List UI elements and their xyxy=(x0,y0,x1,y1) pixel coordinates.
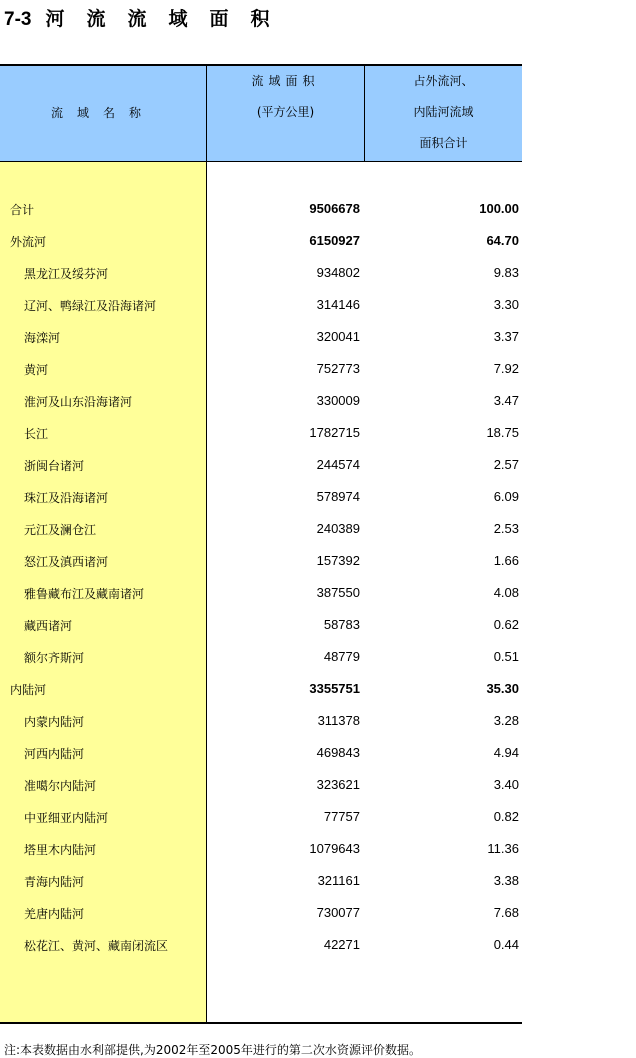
basin-name: 元江及澜仓江 xyxy=(24,523,97,537)
table-row xyxy=(0,896,522,928)
table-row xyxy=(0,288,522,320)
basin-area: 330009 xyxy=(316,393,360,408)
basin-area: 314146 xyxy=(316,297,360,312)
basin-name: 雅鲁藏布江及藏南诸河 xyxy=(24,587,145,601)
header-percent-line2: 内陆河流域 xyxy=(413,105,474,119)
basin-name: 海滦河 xyxy=(24,331,61,345)
table-row xyxy=(0,864,522,896)
basin-percent: 6.09 xyxy=(493,489,519,504)
basin-percent: 3.47 xyxy=(493,393,519,408)
basin-percent: 0.62 xyxy=(493,617,519,632)
table-row xyxy=(0,736,522,768)
table-title: 河流流域面积 xyxy=(45,8,292,30)
basin-percent: 3.37 xyxy=(493,329,519,344)
basin-area: 6150927 xyxy=(309,233,360,248)
basin-name: 塔里木内陆河 xyxy=(24,843,97,857)
basin-name: 外流河 xyxy=(10,235,47,249)
basin-name: 青海内陆河 xyxy=(24,875,85,889)
header-name: 流域名称 xyxy=(50,106,155,120)
basin-area: 9506678 xyxy=(309,201,360,216)
basin-name: 额尔齐斯河 xyxy=(24,651,85,665)
basin-name: 珠江及沿海诸河 xyxy=(24,491,109,505)
data-table xyxy=(0,64,522,1025)
basin-name: 准噶尔内陆河 xyxy=(24,779,97,793)
table-row xyxy=(0,224,522,256)
basin-area: 1079643 xyxy=(309,841,360,856)
footnote: 注:本表数据由水利部提供,为2002年至2005年进行的第二次水资源评价数据。 xyxy=(4,1043,421,1057)
page-title xyxy=(4,4,291,31)
basin-percent: 35.30 xyxy=(486,681,519,696)
table-number: 7-3 xyxy=(4,9,32,30)
bottom-rule xyxy=(0,1022,522,1024)
table-row xyxy=(0,512,522,544)
basin-percent: 64.70 xyxy=(486,233,519,248)
table-row xyxy=(0,608,522,640)
header-area xyxy=(207,66,364,128)
basin-name: 合计 xyxy=(10,203,35,217)
basin-percent: 18.75 xyxy=(486,425,519,440)
basin-area: 77757 xyxy=(323,809,360,824)
basin-name: 辽河、鸭绿江及沿海诸河 xyxy=(24,299,157,313)
header-area-line1: 流域面积 xyxy=(251,74,320,88)
basin-area: 320041 xyxy=(316,329,360,344)
basin-percent: 4.94 xyxy=(493,745,519,760)
basin-name: 淮河及山东沿海诸河 xyxy=(24,395,133,409)
basin-percent: 2.53 xyxy=(493,521,519,536)
table-row xyxy=(0,928,522,960)
basin-area: 730077 xyxy=(316,905,360,920)
table-row xyxy=(0,672,522,704)
table-row xyxy=(0,640,522,672)
basin-percent: 3.40 xyxy=(493,777,519,792)
basin-percent: 100.00 xyxy=(479,201,519,216)
basin-area: 240389 xyxy=(316,521,360,536)
header-area-line2: (平方公里) xyxy=(256,105,315,119)
table-row xyxy=(0,448,522,480)
basin-percent: 4.08 xyxy=(493,585,519,600)
basin-percent: 9.83 xyxy=(493,265,519,280)
header-percent-line1: 占外流河、 xyxy=(413,74,474,88)
basin-percent: 1.66 xyxy=(493,553,519,568)
table-row xyxy=(0,416,522,448)
basin-area: 3355751 xyxy=(309,681,360,696)
basin-area: 578974 xyxy=(316,489,360,504)
table-row xyxy=(0,544,522,576)
header-percent xyxy=(365,66,522,159)
table-row xyxy=(0,384,522,416)
basin-name: 浙闽台诸河 xyxy=(24,459,85,473)
basin-name: 黑龙江及绥芬河 xyxy=(24,267,109,281)
table-row xyxy=(0,832,522,864)
basin-name: 松花江、黄河、藏南闭流区 xyxy=(24,939,169,953)
basin-name: 怒江及滇西诸河 xyxy=(24,555,109,569)
basin-percent: 11.36 xyxy=(487,841,519,856)
basin-percent: 0.51 xyxy=(493,649,519,664)
basin-area: 321161 xyxy=(317,873,360,888)
basin-percent: 0.44 xyxy=(493,937,519,952)
basin-area: 58783 xyxy=(323,617,360,632)
table-row xyxy=(0,704,522,736)
basin-area: 244574 xyxy=(316,457,360,472)
table-row xyxy=(0,576,522,608)
basin-percent: 7.92 xyxy=(493,361,519,376)
table-row xyxy=(0,768,522,800)
basin-name: 黄河 xyxy=(24,363,49,377)
basin-area: 323621 xyxy=(316,777,360,792)
basin-area: 469843 xyxy=(316,745,360,760)
table-row xyxy=(0,352,522,384)
basin-name: 长江 xyxy=(24,427,49,441)
basin-percent: 3.30 xyxy=(493,297,519,312)
table-row xyxy=(0,192,522,224)
table-row xyxy=(0,320,522,352)
basin-percent: 7.68 xyxy=(493,905,519,920)
table-row xyxy=(0,800,522,832)
basin-area: 42271 xyxy=(323,937,360,952)
basin-name: 中亚细亚内陆河 xyxy=(24,811,109,825)
basin-percent: 2.57 xyxy=(493,457,519,472)
basin-percent: 3.28 xyxy=(493,713,519,728)
basin-percent: 0.82 xyxy=(493,809,519,824)
basin-area: 48779 xyxy=(323,649,360,664)
basin-name: 河西内陆河 xyxy=(24,747,85,761)
basin-name: 内蒙内陆河 xyxy=(24,715,85,729)
header-percent-line3: 面积合计 xyxy=(419,136,468,150)
table-row xyxy=(0,256,522,288)
basin-area: 311378 xyxy=(317,713,360,728)
basin-name: 内陆河 xyxy=(10,683,47,697)
basin-area: 1782715 xyxy=(309,425,360,440)
basin-name: 羌唐内陆河 xyxy=(24,907,85,921)
basin-name: 藏西诸河 xyxy=(24,619,73,633)
basin-area: 752773 xyxy=(316,361,360,376)
basin-area: 934802 xyxy=(316,265,360,280)
basin-percent: 3.38 xyxy=(493,873,519,888)
basin-area: 157392 xyxy=(316,553,360,568)
table-row xyxy=(0,480,522,512)
header-rule xyxy=(0,161,522,162)
basin-area: 387550 xyxy=(316,585,360,600)
